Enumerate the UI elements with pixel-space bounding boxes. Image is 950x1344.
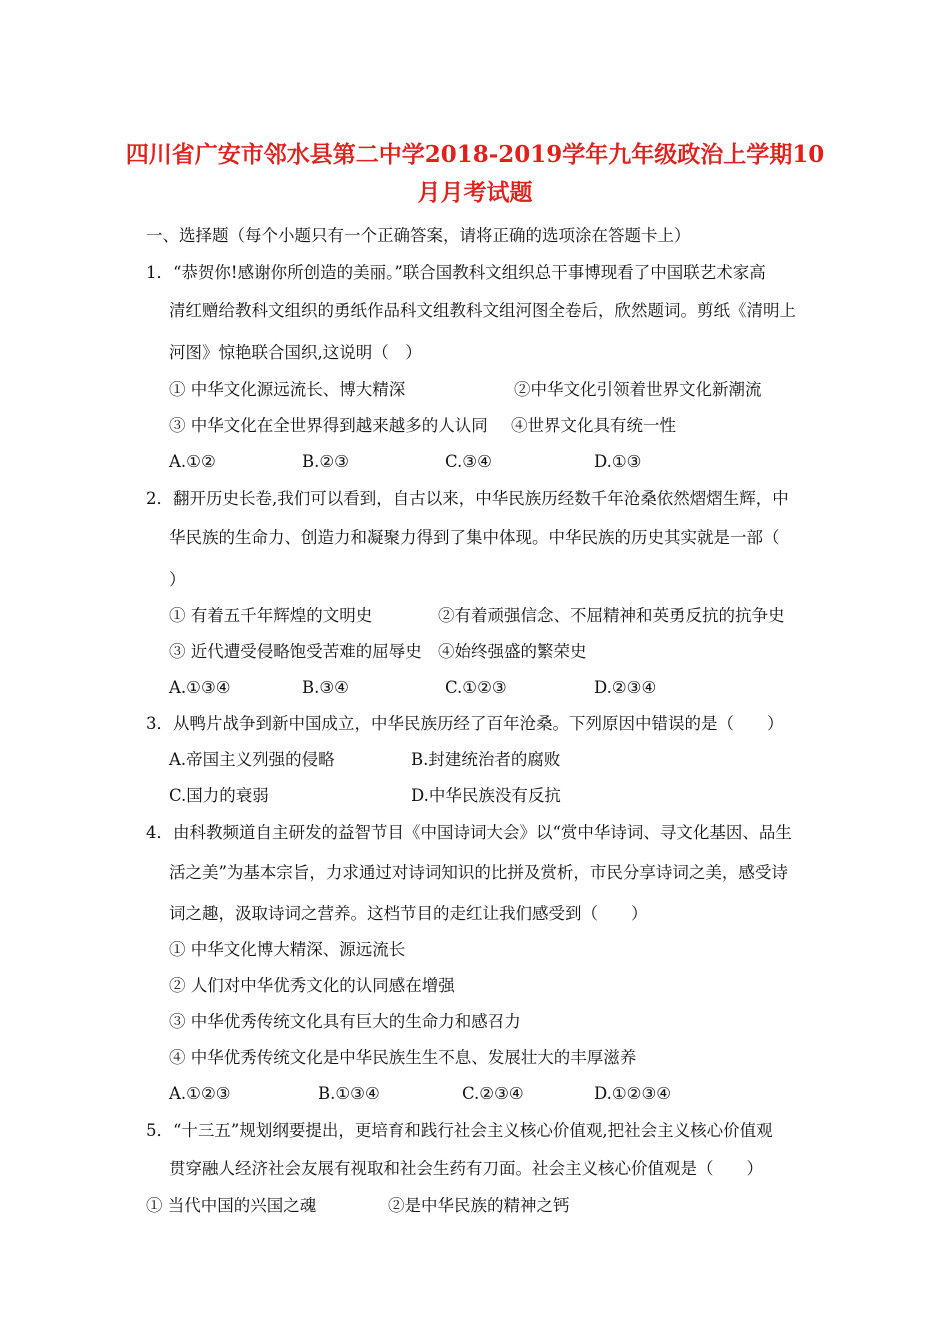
q2-stem-line-1: 2．翻开历史长卷,我们可以看到，自古以来，中华民族历经数千年沧桑依然熠熠生辉，中 — [146, 489, 789, 508]
q1-choice-b: B.②③ — [302, 452, 349, 471]
q4-choice-d: D.①②③④ — [594, 1084, 672, 1103]
q4-choice-c: C.②③④ — [462, 1084, 524, 1103]
document-title-line-1: 四川省广安市邻水县第二中学2018-2019学年九年级政治上学期10 — [125, 141, 825, 168]
q1-statement-3: ③ 中华文化在全世界得到越来越多的人认同 — [169, 416, 488, 435]
q1-choice-d: D.①③ — [594, 452, 642, 471]
q4-stem-line-1: 4．由科教频道自主研发的益智节目《中国诗词大会》以“赏中华诗词、寻文化基因、品生 — [146, 823, 792, 842]
q3-stem-line-1: 3．从鸭片战争到新中国成立，中华民族历经了百年沧桑。下列原因中错误的是（ ） — [146, 714, 784, 733]
document-title-line-2: 月月考试题 — [417, 179, 533, 206]
q2-choice-c: C.①②③ — [445, 678, 507, 697]
q4-statement-4: ④ 中华优秀传统文化是中华民族生生不息、发展壮大的丰厚滋养 — [169, 1048, 637, 1067]
q2-stem-line-3: ） — [169, 570, 186, 589]
section-heading: 一、选择题（每个小题只有一个正确答案，请将正确的选项涂在答题卡上） — [146, 226, 691, 245]
q4-statement-2: ② 人们对中华优秀文化的认同感在增强 — [169, 976, 455, 995]
q3-choice-d: D.中华民族没有反抗 — [411, 786, 561, 805]
q2-statement-4: ④始终强盛的繁荣史 — [438, 642, 587, 661]
q1-stem-line-2: 清红赠给教科文组织的勇纸作品科文组教科文组河图全卷后，欣然题词。剪纸《清明上 — [169, 301, 796, 320]
q1-stem-line-1: 1．“恭贺你!感谢你所创造的美丽。”联合国教科文组织总干事博现看了中国联艺术家高 — [146, 263, 766, 282]
q1-stem-line-3: 河图》惊艳联合国织,这说明（ ） — [169, 343, 422, 362]
q2-choice-b: B.③④ — [302, 678, 349, 697]
q4-stem-line-3: 词之趣，汲取诗词之营养。这档节目的走红让我们感受到（ ） — [169, 904, 648, 923]
q5-statement-2: ②是中华民族的精神之钙 — [388, 1196, 570, 1215]
q5-stem-line-1: 5．“十三五”规划纲要提出，更培育和践行社会主义核心价值观,把社会主义核心价值观 — [146, 1121, 773, 1140]
q4-choice-a: A.①②③ — [169, 1084, 231, 1103]
q2-statement-2: ②有着顽强信念、不屈精神和英勇反抗的抗争史 — [438, 606, 785, 625]
q1-choice-c: C.③④ — [445, 452, 492, 471]
q5-stem-line-2: 贯穿融人经济社会友展有视取和社会生药有刀面。社会主义核心价值观是（ ） — [169, 1159, 763, 1178]
q4-stem-line-2: 活之美”为基本宗旨，力求通过对诗词知识的比拼及赏析，市民分享诗词之美，感受诗 — [169, 863, 788, 882]
q4-statement-1: ① 中华文化博大精深、源远流长 — [169, 940, 406, 959]
q2-choice-d: D.②③④ — [594, 678, 657, 697]
q2-stem-line-2: 华民族的生命力、创造力和凝聚力得到了集中体现。中华民族的历史其实就是一部（ — [169, 528, 780, 547]
q5-statement-1: ① 当代中国的兴国之魂 — [146, 1196, 317, 1215]
q3-choice-a: A.帝国主义列强的侵略 — [169, 750, 335, 769]
q3-choice-b: B.封建统治者的腐败 — [411, 750, 561, 769]
q1-statement-1: ① 中华文化源远流长、博大精深 — [169, 380, 406, 399]
q1-choice-a: A.①② — [169, 452, 216, 471]
q3-choice-c: C.国力的衰弱 — [169, 786, 269, 805]
q4-statement-3: ③ 中华优秀传统文化具有巨大的生命力和感召力 — [169, 1012, 521, 1031]
q1-statement-4: ④世界文化具有统一性 — [511, 416, 676, 435]
q2-statement-3: ③ 近代遭受侵略饱受苦难的屈辱史 — [169, 642, 422, 661]
q4-choice-b: B.①③④ — [318, 1084, 380, 1103]
q2-statement-1: ① 有着五千年辉煌的文明史 — [169, 606, 373, 625]
q1-statement-2: ②中华文化引领着世界文化新潮流 — [514, 380, 762, 399]
q2-choice-a: A.①③④ — [169, 678, 231, 697]
